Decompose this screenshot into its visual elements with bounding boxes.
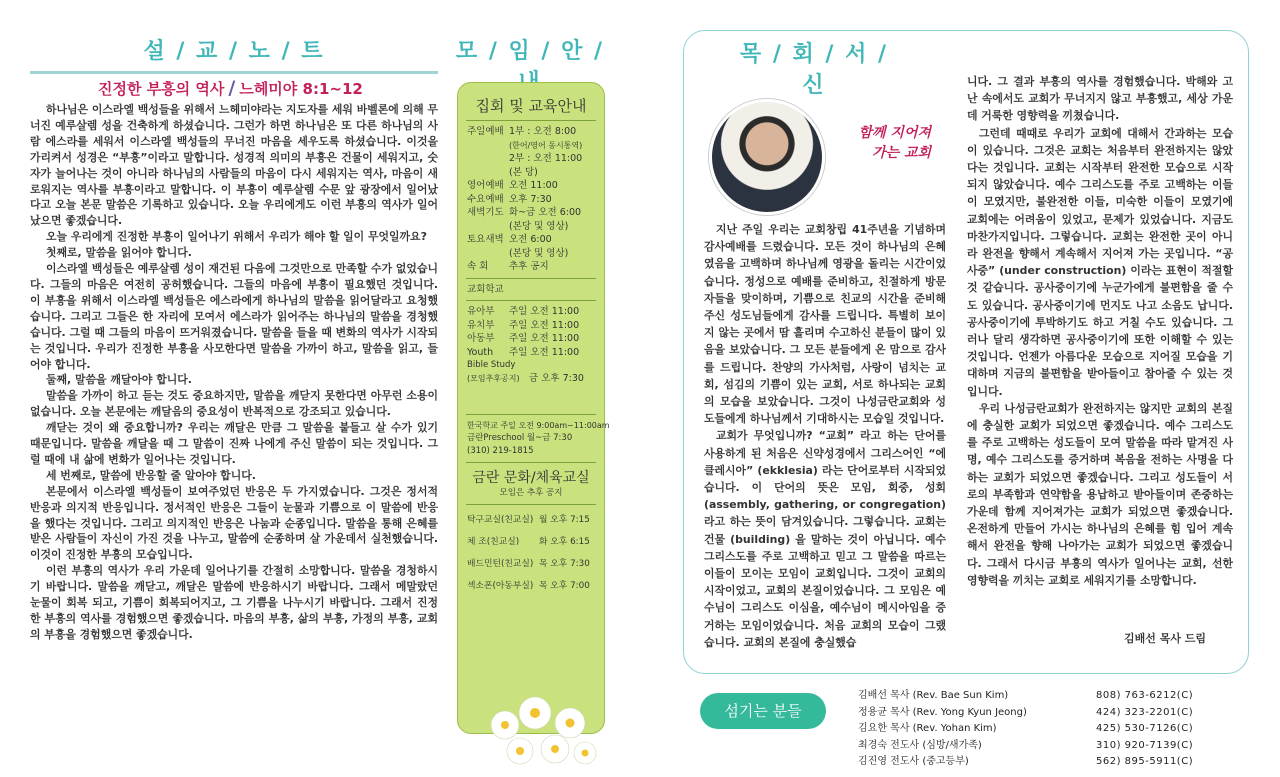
schedule-key: 배드민턴(친교실) xyxy=(467,558,534,569)
schedule-value: 주일 오전 11:00 xyxy=(509,306,580,317)
letter-signature: 김배선 목사 드림 xyxy=(1124,632,1207,645)
divider xyxy=(466,462,596,463)
schedule-value: 화~금 오전 6:00 xyxy=(509,207,582,218)
schedule-value: 화 오후 6:15 xyxy=(539,536,590,547)
schedule-key: 새벽기도 xyxy=(467,207,504,218)
schedule-row xyxy=(458,233,604,247)
server-name: 김배선 목사 (Rev. Bae Sun Kim) xyxy=(858,690,1009,701)
schedule-value: 주일 오전 11:00 xyxy=(509,346,580,358)
schedule-row xyxy=(458,193,604,207)
servers-list xyxy=(850,688,1270,771)
pastoral-letter-section xyxy=(683,30,1249,674)
letter-paragraph: 교회가 무엇입니까? “교회” 라고 하는 단어를 사용하게 된 처음은 신약성경에서 그리스어인 “에클레시아” (ekklesia) 라는 단어로부터 시작되었습니다. 이 단어의 뜻은 모임, 회중, 성회(assembly, gathering, or congregation) 라고 하는 뜻이 담겨있습니다. 그렇습니다. 교회는 건물 (building) 을 말하는 것이 아닙니다. 예수 그리스도를 주로 고백하고 믿고 그 말씀을 따르는 이들이 모이는 모임이 교회입니다. 그것이 교회의 시작이었고, 교회의 본질이었습니다. 그 모임은 예수님이 그리스도 이심을, 예수님이 메시아임을 증거하는 모임이었습니다. 처음 교회의 모습이 그랬습니다. 교회의 본질에 충실했습 xyxy=(704,429,946,649)
sermon-section xyxy=(30,30,438,775)
sermon-body xyxy=(30,102,438,774)
sermon-reference: 느헤미야 8:1~12 xyxy=(239,80,363,98)
server-phone: 424) 323-2201(C) xyxy=(1096,706,1194,718)
sermon-paragraph: 세 번째로, 말씀에 반응할 줄 알아야 합니다. xyxy=(46,468,256,482)
sermon-paragraph: 이스라엘 백성들은 예루살렘 성이 재건된 다음에 그것만으로 만족할 수가 없었습니다. 그들의 마음은 여전히 공허했습니다. 그들의 마음에 부흥이 필요했던 것입니다. 이 부흥을 위해서 이스라엘 백성들은 에스라에게 하나님의 말씀을 읽어달라고 요청했습니다. 그리고 그들은 한 자리에 모여서 에스라가 읽어주는 하나님의 말씀을 경청했습니다. 그럴 때 그들의 마음이 뜨거워졌습니다. 말씀을 들을 때 변화의 역사가 시작되는 것입니다. 우리가 진정한 부흥을 사모한다면 말씀을 가까이 하고, 말씀을 읽고, 들어야 합니다. xyxy=(30,262,438,371)
schedule-key: 수요예배 xyxy=(467,193,504,205)
server-name: 김진영 전도사 (중고등부) xyxy=(858,756,969,767)
worship-schedule xyxy=(458,125,604,274)
schedule-value: 목 오후 7:00 xyxy=(539,580,590,591)
schedule-key: 주일예배 xyxy=(467,126,504,137)
sermon-heading xyxy=(98,77,363,99)
schedule-value: (본당 및 영상) xyxy=(509,247,569,259)
schedule-row xyxy=(458,531,604,553)
schedule-key: 탁구교실(친교실) xyxy=(467,514,534,525)
schedule-row xyxy=(458,305,604,319)
culture-schedule xyxy=(458,509,604,597)
schedule-key: 토요새벽 xyxy=(467,234,504,245)
server-phone: 310) 920-7139(C) xyxy=(1096,739,1194,751)
schedule-row xyxy=(458,139,604,153)
server-row xyxy=(850,688,1270,705)
sermon-paragraph: 첫째로, 말씀을 읽어야 합니다. xyxy=(46,246,192,260)
schedule-row xyxy=(458,220,604,234)
schedule-row xyxy=(458,152,604,166)
pastor-photo xyxy=(709,99,825,215)
divider xyxy=(466,414,596,415)
letter-body-left xyxy=(704,221,946,651)
schedule-row xyxy=(458,509,604,531)
tagline-line-2: 가는 교회 xyxy=(872,145,931,161)
schedule-value: (본당 및 영상) xyxy=(509,220,569,232)
schedule-value: 주일 오전 11:00 xyxy=(509,333,580,344)
schedule-value: 오후 7:30 xyxy=(509,193,552,205)
meetings-card xyxy=(457,82,610,734)
schedule-row xyxy=(458,332,604,346)
bible-study-time: 금 오후 7:30 xyxy=(529,373,584,384)
culture-title: 금란 문화/체육교실 xyxy=(472,469,590,486)
schedule-key: Youth xyxy=(467,346,494,358)
schedule-row xyxy=(458,166,604,180)
schedule-row xyxy=(458,260,604,274)
server-name: 정용균 목사 (Rev. Yong Kyun Jeong) xyxy=(858,706,1027,718)
schedule-value: 오전 11:00 xyxy=(509,180,558,191)
meetings-section xyxy=(455,30,615,770)
slash-separator: / xyxy=(228,77,236,99)
divider xyxy=(466,300,596,301)
schedule-row xyxy=(458,125,604,139)
schedule-key: 유아부 xyxy=(467,306,495,317)
school-schedule xyxy=(458,305,604,359)
sermon-paragraph: 하나님은 이스라엘 백성들을 위해서 느헤미야라는 지도자를 세워 바벨론에 의해 무너진 예루살렘 성을 건축하게 하셨습니다. 그런가 하면 하나님은 또 다른 하나님의 사람 에스라를 세워서 이스라엘 백성들의 무너진 마음을 세우도록 하셨습니다. 이것을 가리켜서 성경은 “부흥”이라고 말합니다. 성경적 의미의 부흥은 건물이 세워지고, 숫자가 늘어나는 것이 아니라 하나님의 사람들의 마음이 다시 세워지는 역사, 마음이 새로워지는 역사를 부흥이라고 말합니다. 이 부흥이 예루살렘 수문 앞 광장에서 일어났다고 오늘 본문 말씀은 기록하고 있습니다. 오늘 우리에게도 이런 부흥의 역사가 일어났으면 좋겠습니다. xyxy=(30,103,438,228)
school-phone: (310) 219-1815 xyxy=(467,445,534,456)
schedule-key: 섹소폰(아동부실) xyxy=(467,580,534,591)
sermon-paragraph: 말씀을 가까이 하고 듣는 것도 중요하지만, 말씀을 깨닫지 못한다면 아무런 소용이 없습니다. 오늘 본문에는 깨달음의 중요성이 반복적으로 강조되고 있습니다. xyxy=(30,389,438,419)
letter-body-right xyxy=(967,73,1233,633)
schedule-value: 오전 6:00 xyxy=(509,234,552,245)
daisy-flowers-illustration xyxy=(485,685,605,775)
server-row xyxy=(850,721,1270,738)
sermon-paragraph: 깨닫는 것이 왜 중요합니까? 우리는 깨달은 만큼 그 말씀을 붙들고 살 수가 있기 때문입니다. 말씀을 깨달을 때 그 말씀이 진짜 나에게 주신 말씀이 되는 것입니다. 그럴 때에 내 삶에 변화가 일어나는 것입니다. xyxy=(30,421,438,466)
schedule-row xyxy=(458,575,604,597)
schedule-key: 체 조(친교실) xyxy=(467,536,520,547)
server-row xyxy=(850,754,1270,771)
letter-paragraph: 그런데 때때로 우리가 교회에 대해서 간과하는 모습이 있습니다. 그것은 교회는 처음부터 완전하지는 않았다는 것입니다. 교회는 시작부터 완전한 모습으로 시작되지 않았습니다. 예수 그리스도를 주로 고백하는 이들이 모였지만, 불완전한 이들, 미숙한 이들이 모였기에 교회에는 어려움이 있었고, 문제가 있었습니다. 지금도 마찬가지입니다. 그렇습니다. 교회는 완전한 곳이 아니라 완전을 향해서 계속해서 지어져 가는 곳입니다. “공사중” (under construction) 이라는 표현이 적절할 것 같습니다. 공사중이기에 누군가에게 불편함을 줄 수도 있습니다. 공사중이기에 먼지도 나고 소음도 납니다. 공사중이기에 투박하기도 하고 거칠 수도 있습니다. 그러나 달리 생각하면 공사중이기에 또한 이해할 수 있는 것입니다. 언젠가 아름다운 모습으로 지어질 모습을 기대하며 지금의 불편함을 받아들이고 참아줄 수 있는 것입니다. xyxy=(967,126,1233,398)
schedule-row xyxy=(458,346,604,360)
schedule-value: (본 당) xyxy=(509,166,538,178)
tagline-line-1: 함께 지어져 xyxy=(858,125,931,141)
letter-paragraph: 니다. 그 결과 부흥의 역사를 경험했습니다. 박해와 고난 속에서도 교회가 무너지지 않고 부흥했고, 세상 가운데 거룩한 영향력을 끼쳤습니다. xyxy=(967,75,1233,123)
schedule-row xyxy=(458,206,604,220)
divider xyxy=(30,71,438,74)
divider xyxy=(466,504,596,505)
schedule-row xyxy=(458,179,604,193)
sermon-paragraph: 본문에서 이스라엘 백성들이 보여주었던 반응은 두 가지였습니다. 그것은 정서적 반응과 의지적 반응입니다. 정서적인 반응은 그들이 눈물과 기쁨으로 이 말씀에 반응을 했다는 것입니다. 그리고 의지적인 반응은 나눔과 순종입니다. 말씀을 통해 은혜를 받은 사람들이 자신이 가진 것을 나누고, 말씀에 순종하며 살 가운데서 실천했습니다. 이것이 진정한 부흥의 모습입니다. xyxy=(30,484,438,562)
schedule-value: 목 오후 7:30 xyxy=(539,558,590,569)
letter-paragraph: 우리 나성금란교회가 완전하지는 않지만 교회의 본질에 충실한 교회가 되었으면 좋겠습니다. 예수 그리스도를 주로 고백하는 성도들이 모여 말씀을 따라 맡겨진 사명, 예수 그리스도를 증거하며 복음을 전하는 사명을 다하는 교회가 되었으면 좋겠습니다. 그리고 성도들이 서로의 부족함과 연약함을 용납하고 받아들이며 존중하는 가운데 함께 지어져가는 교회가 되었으면 좋겠습니다. 온전하게 만들어 가시는 하나님의 은혜를 힘 입어 계속해서 완전을 향해 나아가는 교회가 되었으면 좋겠습니다. 그래서 다시금 부흥의 역사가 일어나는 교회, 선한 영향력을 끼치는 교회로 세워지기를 소망합니다. xyxy=(967,401,1233,587)
server-name: 김요한 목사 (Rev. Yohan Kim) xyxy=(858,723,997,734)
schedule-value: 1부 : 오전 8:00 xyxy=(509,126,577,137)
schedule-row xyxy=(458,319,604,333)
server-row xyxy=(850,705,1270,722)
meetings-header: 집회 및 교육안내 xyxy=(475,97,587,115)
schedule-value: 월 오후 7:15 xyxy=(539,514,590,525)
schedule-value: 2부 : 오전 11:00 xyxy=(509,153,583,164)
schedule-row xyxy=(458,247,604,261)
bible-study-row xyxy=(458,372,604,386)
server-phone: 562) 895-5911(C) xyxy=(1096,756,1194,767)
sermon-section-title: 설 / 교 / 노 / 트 xyxy=(143,39,325,64)
server-phone: 425) 530-7126(C) xyxy=(1096,723,1194,734)
schedule-value: 추후 공지 xyxy=(509,261,549,272)
letter-tagline xyxy=(839,123,931,163)
bible-study-key: (모임추후공지) xyxy=(467,374,520,383)
korean-school: 한국학교 주일 오전 9:00am~11:00am xyxy=(467,420,610,430)
culture-note: 모임은 추후 공지 xyxy=(499,487,563,498)
bible-study-label: Bible Study xyxy=(467,360,516,370)
server-name: 최경숙 전도사 (심방/새가족) xyxy=(858,739,982,751)
schedule-value: (한어/영어 동시통역) xyxy=(509,140,583,150)
preschool: 금란Preschool 월~금 7:30 xyxy=(467,432,573,443)
letter-section-title: 목 / 회 / 서 / 신 xyxy=(739,42,889,98)
schedule-value: 주일 오전 11:00 xyxy=(509,319,580,331)
sermon-title: 진정한 부흥의 역사 xyxy=(98,80,225,98)
sermon-paragraph: 오늘 우리에게 진정한 부흥이 일어나기 위해서 우리가 해야 할 일이 무엇일까요? xyxy=(46,230,427,244)
school-title: 교회학교 xyxy=(467,283,504,295)
schedule-key: 유치부 xyxy=(467,319,495,331)
server-phone: 808) 763-6212(C) xyxy=(1096,690,1194,701)
sermon-paragraph: 이런 부흥의 역사가 우리 가운데 일어나기를 간절히 소망합니다. 말씀을 경청하시기 바랍니다. 말씀을 깨닫고, 깨달은 말씀에 반응하시기 바랍니다. 그래서 메말랐던 눈물이 회복 되고, 기쁨이 회복되어지고, 그 기쁨을 나누시기 바랍니다. 그래서 진정한 부흥의 역사를 경험했으면 좋겠습니다. 마음의 부흥, 삶의 부흥, 가정의 부흥, 교회의 부흥을 경험했으면 좋겠습니다. xyxy=(30,564,438,641)
schedule-key: 속 회 xyxy=(467,261,489,272)
divider xyxy=(466,120,596,121)
sermon-paragraph: 둘째, 말씀을 깨달아야 합니다. xyxy=(46,373,192,387)
schedule-key: 아동부 xyxy=(467,333,495,344)
letter-paragraph: 지난 주일 우리는 교회창립 41주년을 기념하며 감사예배를 드렸습니다. 모든 것이 하나님의 은혜였음을 고백하며 하나님께 영광을 돌리는 시간이었습니다. 정성으로 예배를 준비하고, 친절하게 방문자들을 맞이하며, 기쁨으로 친교의 시간을 준비해 주신 성도님들에게 감사를 드립니다. 특별히 보이지 않는 곳에서 땀 흘리며 수고하신 분들이 많이 있음을 보았습니다. 그 모든 분들에게 온 맘으로 감사를 드립니다. 찬양의 가사처럼, 사랑이 넘치는 교회, 섬김의 기쁨이 있는 교회, 서로 하나되는 교회의 모습을 보았습니다. 그것이 나성금란교회와 성도들에게 하나님께서 기대하시는 모습일 것입니다. xyxy=(704,223,946,426)
divider xyxy=(466,278,596,279)
meetings-section-title: 모 / 임 / 안 / xyxy=(455,39,605,64)
schedule-row xyxy=(458,553,604,575)
schedule-key: 영어예배 xyxy=(467,180,504,191)
server-row xyxy=(850,738,1270,755)
servers-label-button: 섬기는 분들 xyxy=(700,693,826,729)
